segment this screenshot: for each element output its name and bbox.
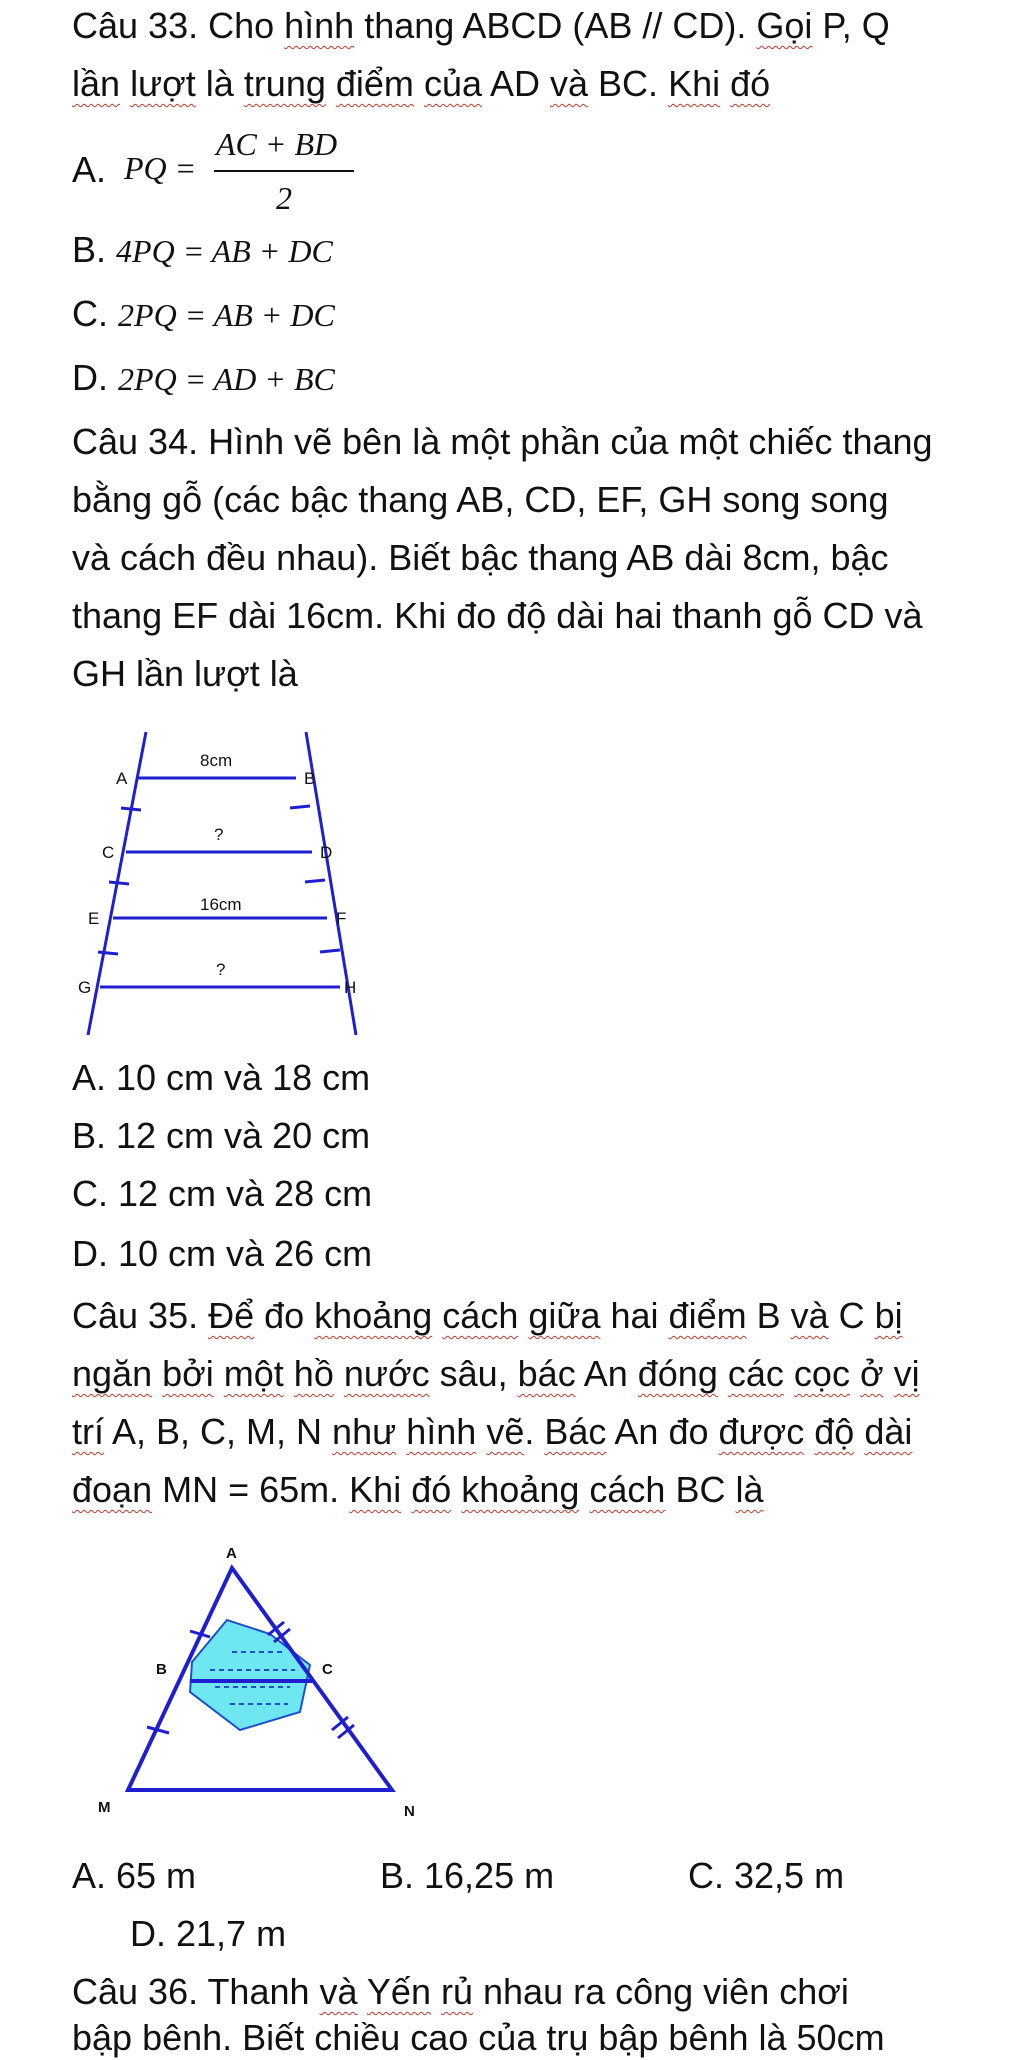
point-b-label: B — [304, 769, 316, 788]
point-c-label: C — [102, 843, 115, 862]
q36-line-1: Câu 36. Thanh và Yến rủ nhau ra công viên chơi — [72, 1971, 849, 2012]
q34-line-4: thang EF dài 16cm. Khi đo độ dài hai thanh gỗ CD và — [72, 595, 923, 636]
point-b-label: B — [156, 1661, 167, 1678]
q34-option-b[interactable]: B. 12 cm và 20 cm — [72, 1115, 371, 1156]
q34-option-d[interactable]: D. 10 cm và 26 cm — [72, 1233, 373, 1274]
q35-option-b[interactable]: B. 16,25 m — [380, 1855, 555, 1896]
rung-cd-length: ? — [214, 825, 224, 844]
q34-option-c[interactable]: C. 12 cm và 28 cm — [72, 1173, 373, 1214]
q33-option-a-label: A. — [72, 149, 107, 190]
q35-line-2: ngăn bởi một hồ nước sâu, bác An đóng các cọc ở vị — [72, 1353, 920, 1394]
point-m-label: M — [98, 1799, 111, 1816]
q33-option-b[interactable]: B. 4PQ = AB + DC — [72, 229, 333, 270]
q34-line-1: Câu 34. Hình vẽ bên là một phần của một chiếc thang — [72, 421, 933, 462]
point-d-label: D — [320, 843, 333, 862]
rung-gh-length: ? — [216, 960, 226, 979]
point-g-label: G — [78, 978, 92, 997]
q33-option-c[interactable]: C. 2PQ = AB + DC — [72, 293, 335, 334]
point-h-label: H — [344, 978, 357, 997]
q33-line-1: Câu 33. Cho hình thang ABCD (AB // CD). Gọi P, Q — [72, 5, 890, 46]
point-e-label: E — [88, 909, 100, 928]
q35-line-3: trí A, B, C, M, N như hình vẽ. Bác An đo được độ dài — [72, 1411, 913, 1452]
point-c-label: C — [322, 1661, 333, 1678]
rung-ab-length: 8cm — [200, 751, 233, 770]
q33-option-a-numerator: AC + BD — [216, 126, 338, 162]
q33-option-a-denominator: 2 — [276, 180, 292, 216]
q33-line-2: lần lượt là trung điểm của AD và BC. Khi đó — [72, 63, 771, 104]
point-n-label: N — [404, 1803, 415, 1820]
q33-option-d[interactable]: D. 2PQ = AD + BC — [72, 357, 335, 398]
q35-line-1: Câu 35. Để đo khoảng cách giữa hai điểm B và C bị — [72, 1295, 903, 1336]
q34-line-2: bằng gỗ (các bậc thang AB, CD, EF, GH song song — [72, 479, 889, 520]
q33-option-a-lhs: PQ = — [124, 150, 197, 186]
q34-option-a[interactable]: A. 10 cm và 18 cm — [72, 1057, 371, 1098]
q34-line-5: GH lần lượt là — [72, 653, 298, 694]
point-a-label: A — [116, 769, 128, 788]
q35-line-4: đoạn MN = 65m. Khi đó khoảng cách BC là — [72, 1469, 764, 1510]
q35-option-d[interactable]: D. 21,7 m — [130, 1913, 287, 1954]
rung-ef-length: 16cm — [200, 895, 242, 914]
point-f-label: F — [336, 909, 347, 928]
point-a-label: A — [226, 1545, 237, 1562]
q34-line-3: và cách đều nhau). Biết bậc thang AB dài 8cm, bậc — [72, 537, 889, 578]
q35-option-c[interactable]: C. 32,5 m — [688, 1855, 845, 1896]
q35-option-a[interactable]: A. 65 m — [72, 1855, 197, 1896]
q36-line-2-cut: bập bênh. Biết chiều cao của trụ bập bênh là 50cm — [72, 2017, 885, 2058]
